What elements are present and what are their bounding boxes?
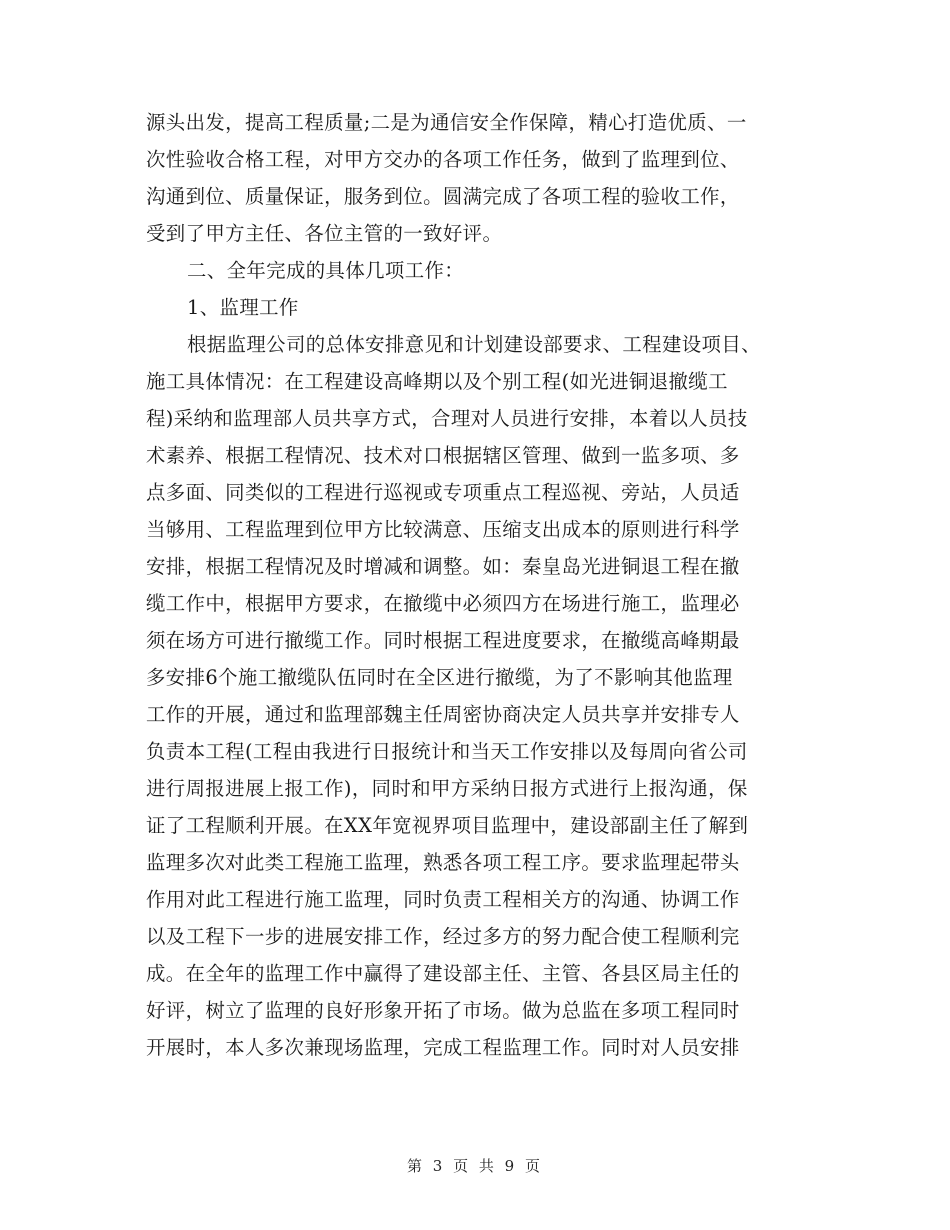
text-line: 受到了甲方主任、各位主管的一致好评。 — [146, 222, 503, 245]
text-line: 进行周报进展上报工作)，同时和甲方采纳日报方式进行上报沟通，保 — [146, 777, 748, 800]
text-line: 开展时，本人多次兼现场监理，完成工程监理工作。同时对人员安排 — [146, 1036, 740, 1059]
text-line: 多安排6个施工撤缆队伍同时在全区进行撤缆，为了不影响其他监理 — [146, 666, 733, 689]
text-line: 根据监理公司的总体安排意见和计划建设部要求、工程建设项目、 — [187, 333, 761, 356]
text-line: 工作的开展，通过和监理部魏主任周密协商决定人员共享并安排专人 — [146, 703, 740, 726]
text-line: 好评，树立了监理的良好形象开拓了市场。做为总监在多项工程同时 — [146, 999, 740, 1022]
text-line: 负责本工程(工程由我进行日报统计和当天工作安排以及每周向省公司 — [146, 740, 748, 763]
text-line: 术素养、根据工程情况、技术对口根据辖区管理、做到一监多项、多 — [146, 444, 740, 467]
text-line: 二、全年完成的具体几项工作： — [187, 259, 465, 282]
text-line: 安排，根据工程情况及时增减和调整。如：秦皇岛光进铜退工程在撤 — [146, 555, 740, 578]
text-line: 次性验收合格工程，对甲方交办的各项工作任务，做到了监理到位、 — [146, 148, 740, 171]
page-number-footer: 第 3 页 共 9 页 — [407, 1157, 543, 1175]
text-line: 以及工程下一步的进展安排工作，经过多方的努力配合使工程顺利完 — [146, 925, 740, 948]
text-line: 点多面、同类似的工程进行巡视或专项重点工程巡视、旁站，人员适 — [146, 481, 740, 504]
text-line: 监理多次对此类工程施工监理，熟悉各项工程工序。要求监理起带头 — [146, 851, 740, 874]
text-line: 缆工作中，根据甲方要求，在撤缆中必须四方在场进行施工，监理必 — [146, 592, 740, 615]
text-line: 源头出发，提高工程质量;二是为通信安全作保障，精心打造优质、一 — [146, 111, 747, 134]
text-line: 当够用、工程监理到位甲方比较满意、压缩支出成本的原则进行科学 — [146, 518, 740, 541]
text-line: 作用对此工程进行施工监理，同时负责工程相关方的沟通、协调工作 — [146, 888, 740, 911]
text-line: 施工具体情况：在工程建设高峰期以及个别工程(如光进铜退撤缆工 — [146, 370, 728, 393]
text-line: 证了工程顺利开展。在XX年宽视界项目监理中，建设部副主任了解到 — [146, 814, 749, 837]
text-line: 程)采纳和监理部人员共享方式，合理对人员进行安排，本着以人员技 — [146, 407, 748, 430]
text-line: 成。在全年的监理工作中赢得了建设部主任、主管、各县区局主任的 — [146, 962, 740, 985]
text-line: 沟通到位、质量保证，服务到位。圆满完成了各项工程的验收工作， — [146, 185, 740, 208]
text-line: 须在场方可进行撤缆工作。同时根据工程进度要求，在撤缆高峰期最 — [146, 629, 740, 652]
text-line: 1、监理工作 — [187, 296, 299, 319]
document-body — [146, 104, 826, 1066]
